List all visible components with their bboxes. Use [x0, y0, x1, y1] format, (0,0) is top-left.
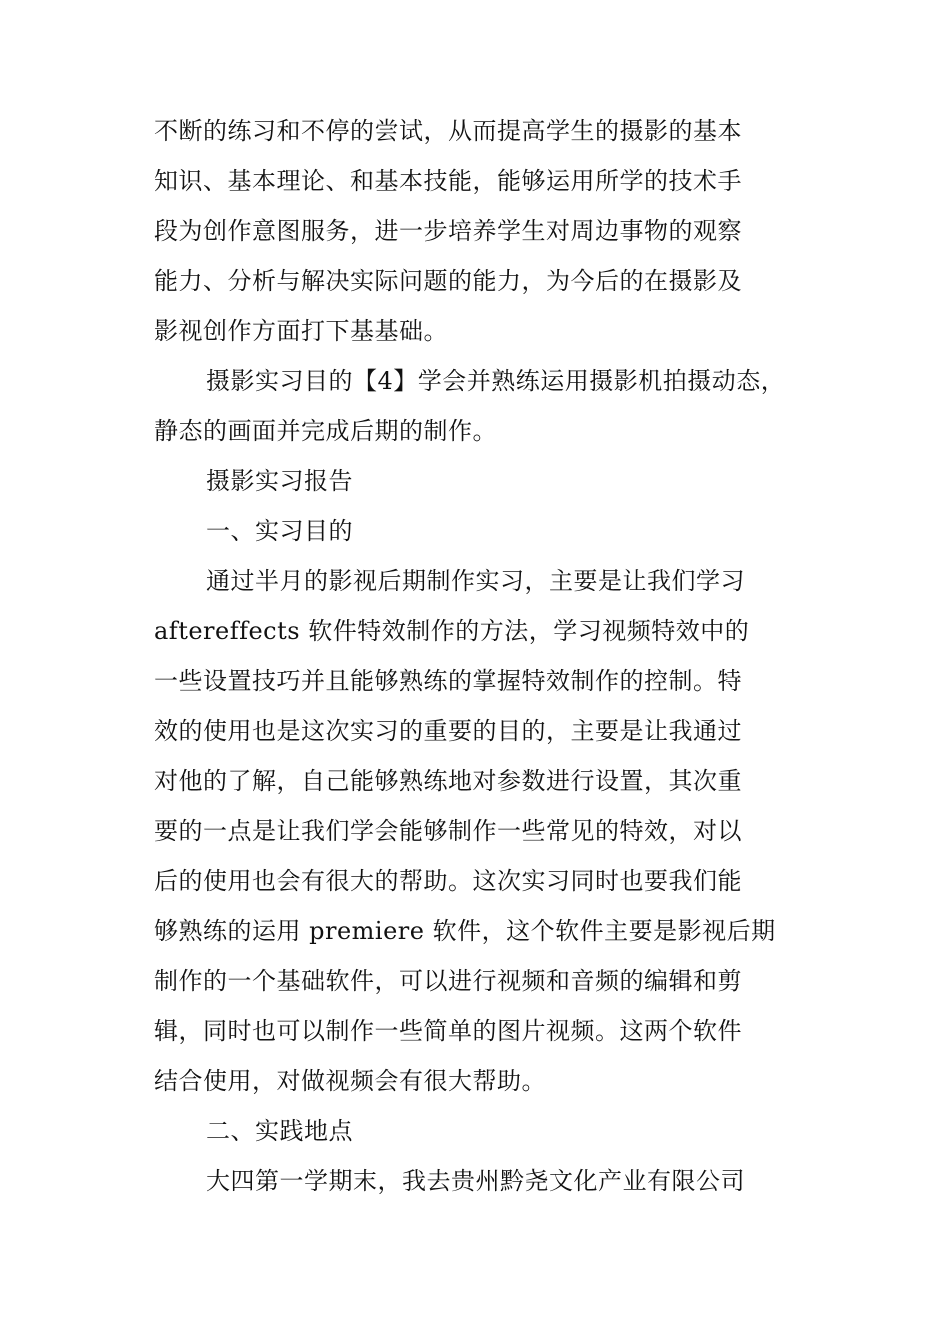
text-line-4: 能力、分析与解决实际问题的能力，为今后的在摄影及 [154, 267, 742, 295]
document-body [154, 106, 804, 1206]
text-line-7: 静态的画面并完成后期的制作。 [154, 417, 497, 445]
paragraph-start: 通过半月的影视后期制作实习，主要是让我们学习 [206, 567, 745, 595]
text-line-14: 对他的了解，自己能够熟练地对参数进行设置，其次重 [154, 767, 742, 795]
text-line-1: 不断的练习和不停的尝试，从而提高学生的摄影的基本 [154, 117, 742, 145]
section-heading-2: 二、实践地点 [206, 1117, 353, 1145]
text-line-3: 段为创作意图服务，进一步培养学生对周边事物的观察 [154, 217, 742, 245]
text-line-17: 够熟练的运用 premiere 软件，这个软件主要是影视后期 [154, 917, 776, 945]
report-title: 摄影实习报告 [206, 467, 353, 495]
text-line-16: 后的使用也会有很大的帮助。这次实习同时也要我们能 [154, 867, 742, 895]
paragraph-start-2: 大四第一学期末，我去贵州黔尧文化产业有限公司 [206, 1167, 745, 1195]
paragraph-purpose-start: 摄影实习目的【4】学会并熟练运用摄影机拍摄动态， [206, 367, 786, 395]
text-line-12: 一些设置技巧并且能够熟练的掌握特效制作的控制。特 [154, 667, 742, 695]
text-line-19: 辑，同时也可以制作一些简单的图片视频。这两个软件 [154, 1017, 742, 1045]
text-line-2: 知识、基本理论、和基本技能，能够运用所学的技术手 [154, 167, 742, 195]
section-heading-1: 一、实习目的 [206, 517, 353, 545]
text-line-20: 结合使用，对做视频会有很大帮助。 [154, 1067, 546, 1095]
text-line-11: aftereffects 软件特效制作的方法，学习视频特效中的 [154, 617, 750, 645]
text-line-13: 效的使用也是这次实习的重要的目的，主要是让我通过 [154, 717, 742, 745]
text-line-15: 要的一点是让我们学会能够制作一些常见的特效，对以 [154, 817, 742, 845]
text-line-18: 制作的一个基础软件，可以进行视频和音频的编辑和剪 [154, 967, 742, 995]
text-line-5: 影视创作方面打下基基础。 [154, 317, 448, 345]
